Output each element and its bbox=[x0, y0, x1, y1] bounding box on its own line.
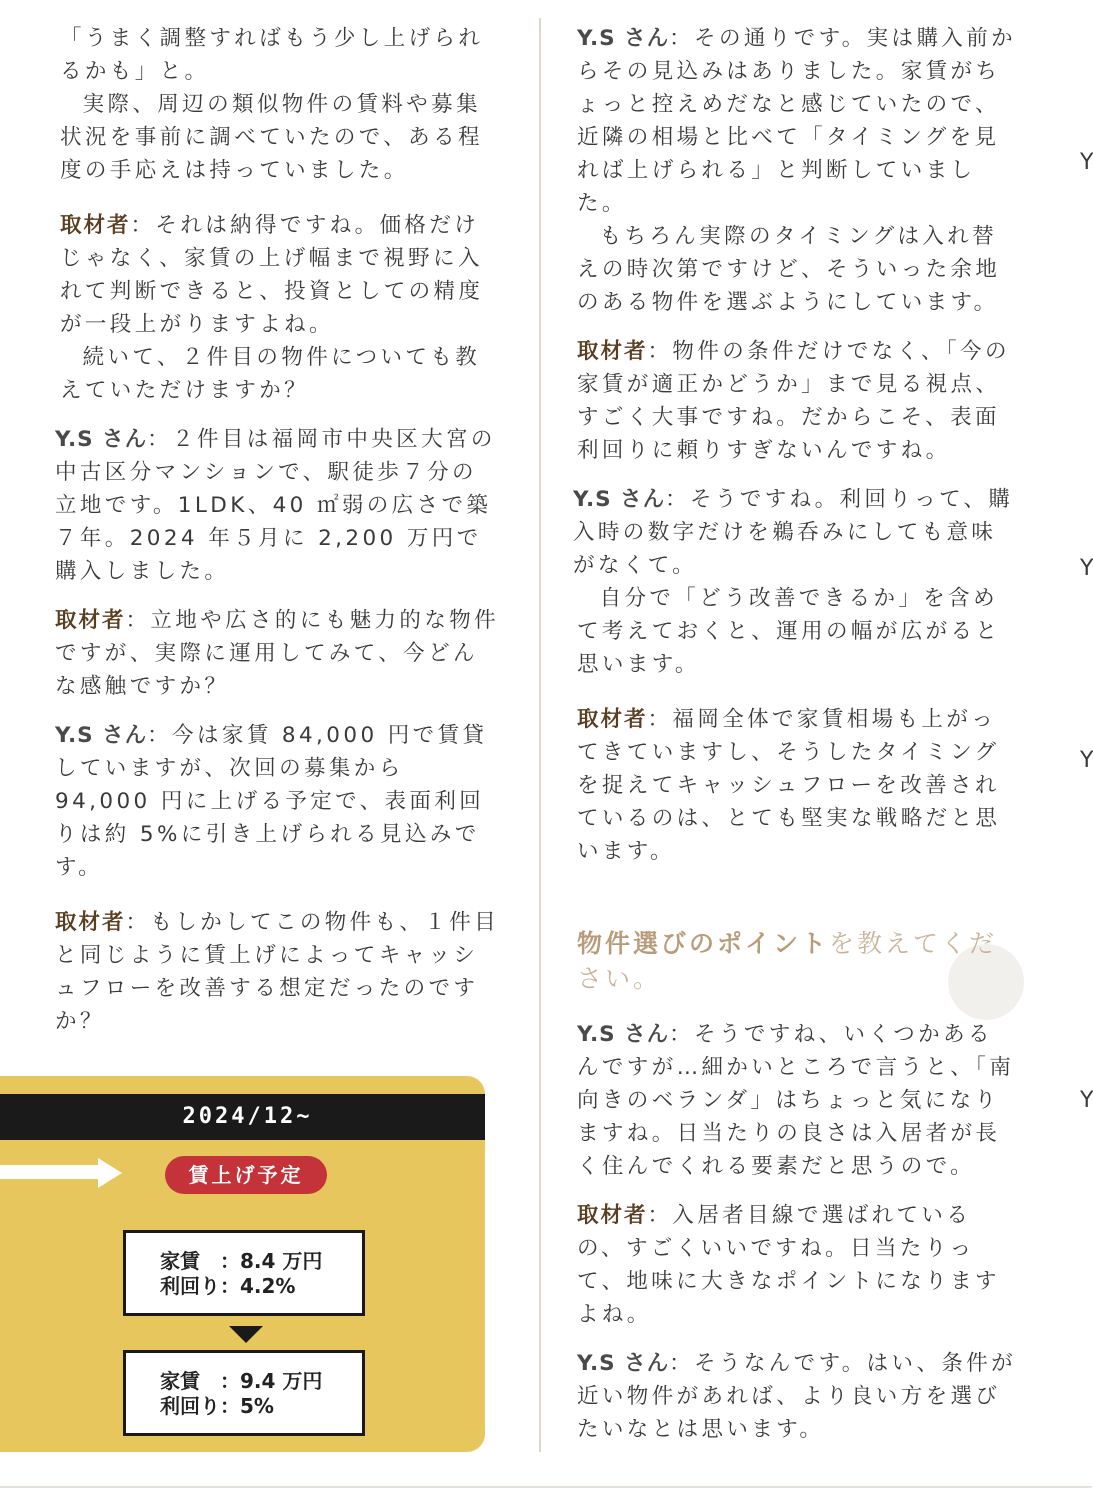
paragraph: そうなんです。はい、条件が近い物件があれば、より良い方を選びたいなとは思います。 bbox=[577, 1351, 1017, 1442]
left-column bbox=[55, 22, 500, 1038]
heading-rest: を教えてください。 bbox=[577, 929, 998, 993]
paragraph: その通りです。実は購入前からその見込みはありました。家賃がちょっと控えめだなと感じていたので、近隣の相場と比べて「タイミングを見れば上げられる」と判断していました。 bbox=[577, 26, 1017, 216]
bottom-rule bbox=[0, 1486, 1092, 1488]
arrow-head-icon bbox=[98, 1158, 122, 1188]
answer-line: Y.S さん：そうですね。利回りって、購入時の数字だけを鵜呑みにしても意味がなくて。 bbox=[573, 487, 1014, 578]
right-arrow-icon bbox=[0, 1165, 102, 1179]
down-triangle-icon bbox=[229, 1326, 263, 1343]
section-heading bbox=[577, 926, 1017, 996]
paragraph: そうですね。利回りって、購入時の数字だけを鵜呑みにしても意味がなくて。 bbox=[573, 487, 1014, 578]
paragraph: そうですね、いくつかあるんですが…細かいところで言うと、「南向きのベランダ」はちょっと気になりますね。日当たりの良さは入居者が長く住んでくれる要素だと思うので。 bbox=[577, 1022, 1015, 1179]
answer-line: Y.S さん：そうですね、いくつかあるんですが…細かいところで言うと、「南向きのベランダ」はちょっと気になりますね。日当たりの良さは入居者が長く住んでくれる要素だと思うので。 bbox=[577, 1022, 1015, 1179]
answer-line: Y.S さん：そうなんです。はい、条件が近い物件があれば、より良い方を選びたいなとは思います。 bbox=[577, 1351, 1017, 1442]
paragraph: 立地や広さ的にも魅力的な物件ですが、実際に運用してみて、今どんな感触ですか？ bbox=[55, 608, 500, 699]
paragraph: 物件の条件だけでなく、「今の家賃が適正かどうか」まで見る視点、すごく大事ですね。だからこそ、表面利回りに頼りすぎないんですね。 bbox=[577, 339, 1010, 463]
interviewer-line: 取材者：物件の条件だけでなく、「今の家賃が適正かどうか」まで見る視点、すごく大事ですね。だからこそ、表面利回りに頼りすぎないんですね。 bbox=[577, 339, 1010, 463]
before-rent: 家賃 ：8.4 万円 bbox=[160, 1249, 323, 1273]
clipped-column-glyph: Y bbox=[1080, 1088, 1093, 1113]
paragraph: 自分で「どう改善できるか」を含めて考えておくと、運用の幅が広がると思います。 bbox=[577, 586, 1001, 677]
before-yield: 利回り：4.2% bbox=[160, 1274, 296, 1298]
speaker-interviewer: 取材者 bbox=[577, 1203, 648, 1228]
before-box bbox=[123, 1230, 365, 1316]
speaker-ys: Y.S さん bbox=[573, 487, 666, 512]
heading-strong: 物件選びのポイント bbox=[577, 929, 830, 958]
paragraph: ２件目は福岡市中央区大宮の中古区分マンションで、駅徒歩７分の立地です。1LDK、40 ㎡弱の広さで築７年。2024 年５月に 2,200 万円で購入しました。 bbox=[55, 427, 496, 584]
column-divider bbox=[539, 18, 541, 1452]
paragraph: 続いて、２件目の物件についても教えていただけますか？ bbox=[60, 345, 481, 403]
interviewer-line: 取材者：福岡全体で家賃相場も上がってきていますし、そうしたタイミングを捉えてキャッシュフローを改善されているのは、とても堅実な戦略だと思います。 bbox=[577, 707, 1001, 864]
paragraph: 今は家賃 84,000 円で賃貸していますが、次回の募集から 94,000 円に上げる予定で、表面利回りは約 5%に引き上げられる見込みです。 bbox=[55, 723, 488, 880]
rent-increase-badge: 賃上げ予定 bbox=[165, 1156, 327, 1194]
paragraph: 実際、周辺の類似物件の賃料や募集状況を事前に調べていたので、ある程度の手応えは持っていました。 bbox=[60, 92, 483, 183]
speaker-ys: Y.S さん bbox=[577, 26, 670, 51]
paragraph: 入居者目線で選ばれているの、すごくいいですね。日当たりって、地味に大きなポイントになりますよね。 bbox=[577, 1203, 1000, 1327]
answer-line: Y.S さん：今は家賃 84,000 円で賃貸していますが、次回の募集から 94,000 円に上げる予定で、表面利回りは約 5%に引き上げられる見込みです。 bbox=[55, 723, 488, 880]
clipped-column-glyph: Y bbox=[1080, 748, 1093, 773]
paragraph: 福岡全体で家賃相場も上がってきていますし、そうしたタイミングを捉えてキャッシュフローを改善されているのは、とても堅実な戦略だと思います。 bbox=[577, 707, 1001, 864]
speaker-ys: Y.S さん bbox=[577, 1351, 670, 1376]
speaker-ys: Y.S さん bbox=[55, 427, 148, 452]
speaker-interviewer: 取材者 bbox=[577, 339, 648, 364]
speaker-interviewer: 取材者 bbox=[60, 213, 131, 238]
interviewer-line: 取材者：もしかしてこの物件も、１件目と同じように賃上げによってキャッシュフローを改善する想定だったのですか？ bbox=[55, 910, 500, 1034]
clipped-column-glyph: Y bbox=[1080, 150, 1093, 175]
clipped-column-glyph: Y bbox=[1080, 556, 1093, 581]
paragraph: もしかしてこの物件も、１件目と同じように賃上げによってキャッシュフローを改善する想定だったのですか？ bbox=[55, 910, 500, 1034]
interviewer-line: 取材者：それは納得ですね。価格だけじゃなく、家賃の上げ幅まで視野に入れて判断できると、投資としての精度が一段上がりますよね。 bbox=[60, 213, 484, 337]
paragraph: それは納得ですね。価格だけじゃなく、家賃の上げ幅まで視野に入れて判断できると、投資としての精度が一段上がりますよね。 bbox=[60, 213, 484, 337]
right-column bbox=[573, 22, 1017, 1446]
answer-line: Y.S さん：２件目は福岡市中央区大宮の中古区分マンションで、駅徒歩７分の立地です。1LDK、40 ㎡弱の広さで築７年。2024 年５月に 2,200 万円で購入しました。 bbox=[55, 427, 496, 584]
panel-date: 2024/12~ bbox=[0, 1094, 485, 1140]
interviewer-line: 取材者：立地や広さ的にも魅力的な物件ですが、実際に運用してみて、今どんな感触ですか？ bbox=[55, 608, 500, 699]
after-box bbox=[123, 1350, 365, 1436]
speaker-interviewer: 取材者 bbox=[55, 910, 126, 935]
speaker-ys: Y.S さん bbox=[577, 1022, 670, 1047]
after-rent: 家賃 ：9.4 万円 bbox=[160, 1369, 323, 1393]
interviewer-line: 取材者：入居者目線で選ばれているの、すごくいいですね。日当たりって、地味に大きなポイントになりますよね。 bbox=[577, 1203, 1000, 1327]
paragraph: もちろん実際のタイミングは入れ替えの時次第ですけど、そういった余地のある物件を選ぶようにしています。 bbox=[577, 224, 1001, 315]
speaker-interviewer: 取材者 bbox=[55, 608, 126, 633]
answer-line: Y.S さん：その通りです。実は購入前からその見込みはありました。家賃がちょっと控えめだなと感じていたので、近隣の相場と比べて「タイミングを見れば上げられる」と判断していました。 bbox=[577, 26, 1017, 216]
speaker-interviewer: 取材者 bbox=[577, 707, 648, 732]
speaker-ys: Y.S さん bbox=[55, 723, 148, 748]
after-yield: 利回り：5% bbox=[160, 1394, 274, 1418]
paragraph: 「うまく調整すればもう少し上げられるかも」と。 bbox=[60, 26, 484, 84]
